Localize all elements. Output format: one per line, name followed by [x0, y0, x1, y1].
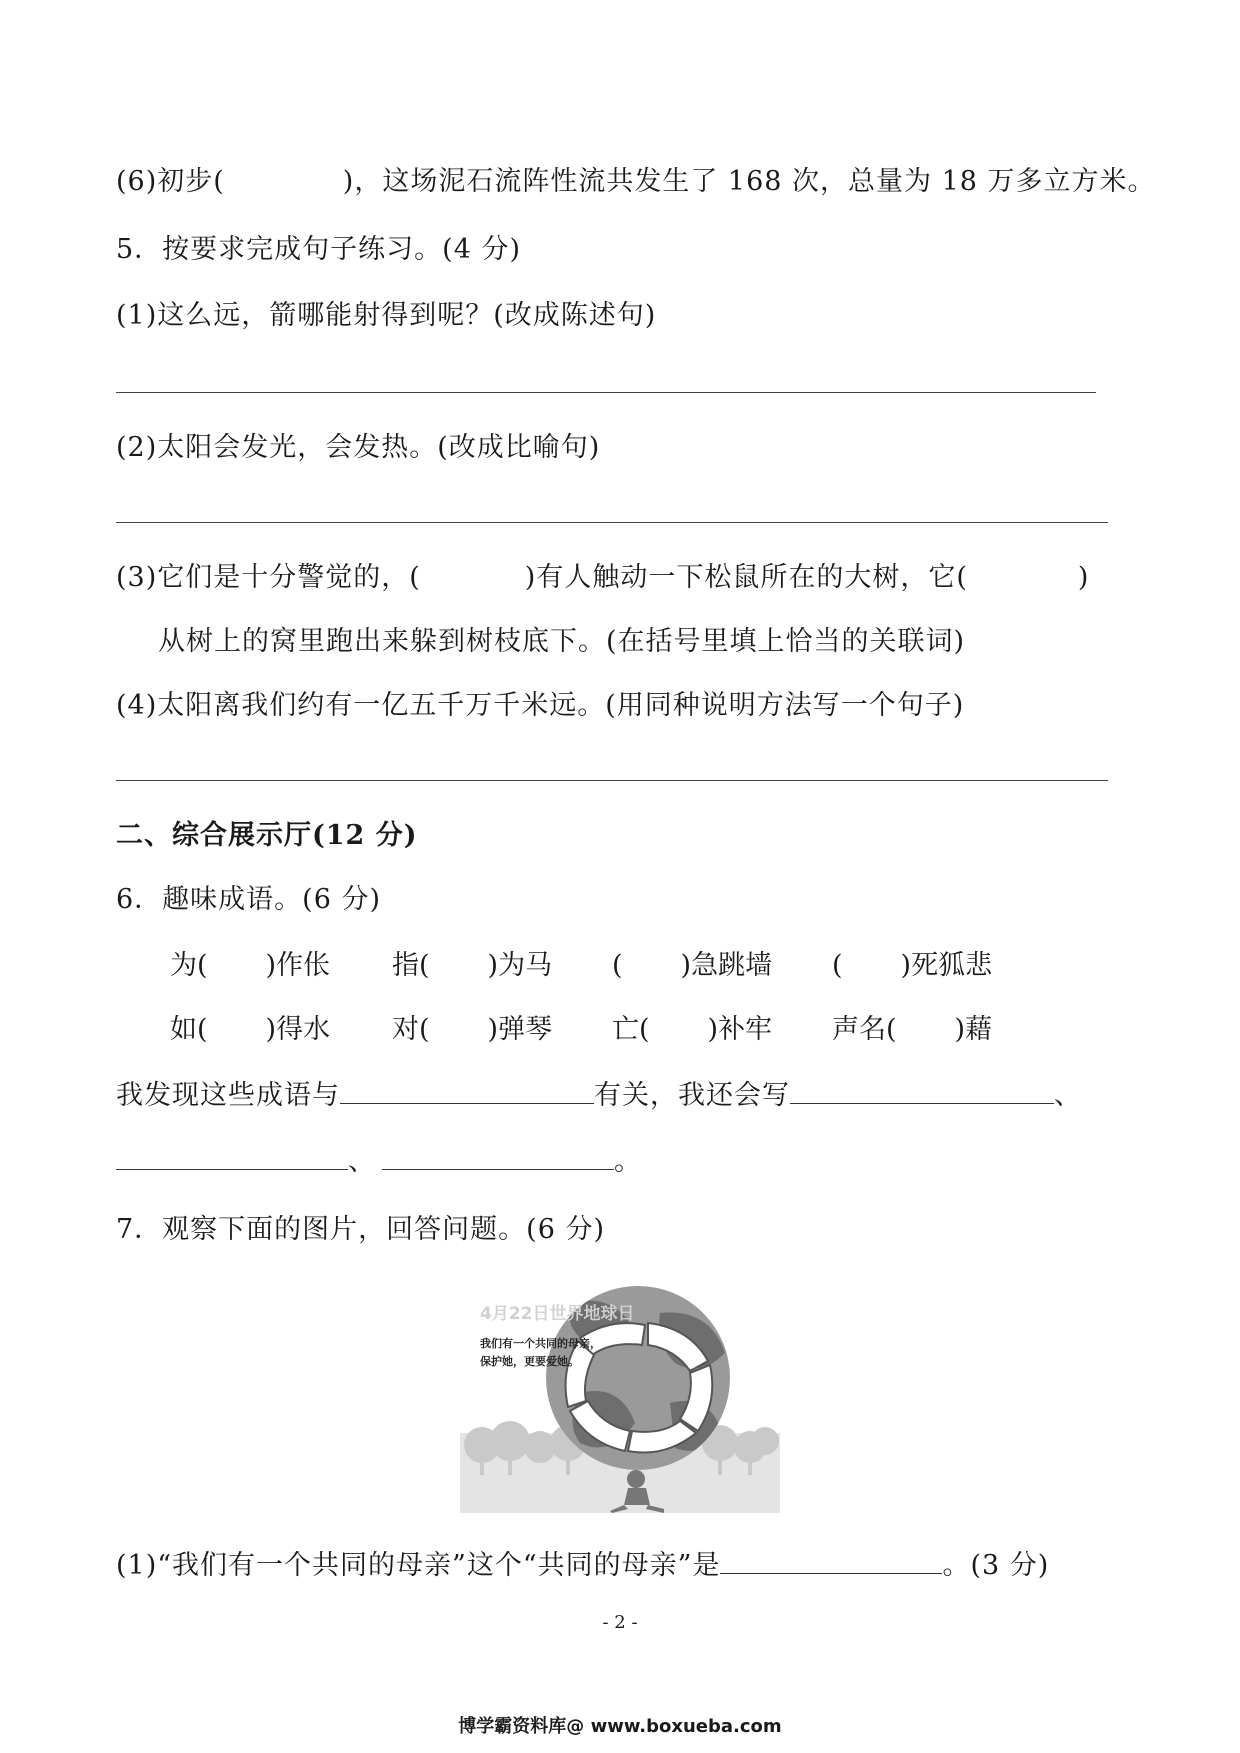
q5-title: 5．按要求完成句子练习。(4 分) — [116, 234, 522, 265]
q6-title: 6．趣味成语。(6 分) — [116, 884, 382, 915]
poster-line-1: 我们有一个共同的母亲， — [480, 1337, 601, 1350]
q5-sentence-4: (4)太阳离我们约有一亿五千万千米远。(用同种说明方法写一个句子) — [116, 690, 965, 721]
idiom-item: 如( )得水 — [170, 1014, 331, 1045]
q5-answer-line-2[interactable] — [116, 522, 1108, 523]
q4-item-6: (6)初步( )，这场泥石流阵性流共发生了 168 次，总量为 18 万多立方米。 — [116, 166, 1156, 197]
q5-answer-line-4[interactable] — [116, 780, 1108, 781]
idiom-item: 指( )为马 — [392, 950, 553, 981]
idiom-item: ( )急跳墙 — [612, 950, 773, 981]
idiom-item: ( )死狐悲 — [832, 950, 993, 981]
q6-discover-line: 我发现这些成语与 有关，我还会写 、 — [116, 1080, 1082, 1111]
idiom-item: 声名( )藉 — [832, 1014, 993, 1045]
q6-blank-idiom-2[interactable] — [116, 1145, 348, 1170]
idiom-item: 亡( )补牢 — [612, 1014, 773, 1045]
earth-day-poster — [460, 1283, 780, 1513]
q5-sentence-3: (3)它们是十分警觉的，( )有人触动一下松鼠所在的大树，它( ) — [116, 562, 1090, 593]
q7-sentence-1: (1)“我们有一个共同的母亲”这个“共同的母亲”是 。(3 分) — [116, 1550, 1050, 1581]
q6-more-idioms-line: 、 。 — [116, 1144, 642, 1180]
q5-sentence-3-cont: 从树上的窝里跑出来躲到树枝底下。(在括号里填上恰当的关联词) — [158, 626, 966, 657]
q7-blank-1[interactable] — [720, 1549, 942, 1574]
site-watermark: 博学霸资料库@ www.boxueba.com — [458, 1716, 782, 1737]
section-2-title: 二、综合展示厅(12 分) — [116, 820, 418, 851]
q6-blank-idiom-3[interactable] — [382, 1145, 614, 1170]
earth-day-illustration — [460, 1283, 780, 1513]
idiom-item: 对( )弹琴 — [392, 1014, 553, 1045]
poster-line-2: 保护她，更要爱她。 — [480, 1355, 579, 1368]
poster-headline: 4月22日世界地球日 — [480, 1304, 635, 1324]
page-number: - 2 - — [602, 1612, 638, 1633]
q5-answer-line-1[interactable] — [116, 392, 1096, 393]
q5-sentence-2: (2)太阳会发光，会发热。(改成比喻句) — [116, 432, 601, 463]
q6-blank-idiom-1[interactable] — [790, 1079, 1054, 1104]
q6-blank-theme[interactable] — [340, 1079, 594, 1104]
idiom-item: 为( )作伥 — [170, 950, 331, 981]
q5-sentence-1: (1)这么远，箭哪能射得到呢？(改成陈述句) — [116, 300, 657, 331]
q7-title: 7．观察下面的图片，回答问题。(6 分) — [116, 1214, 606, 1245]
